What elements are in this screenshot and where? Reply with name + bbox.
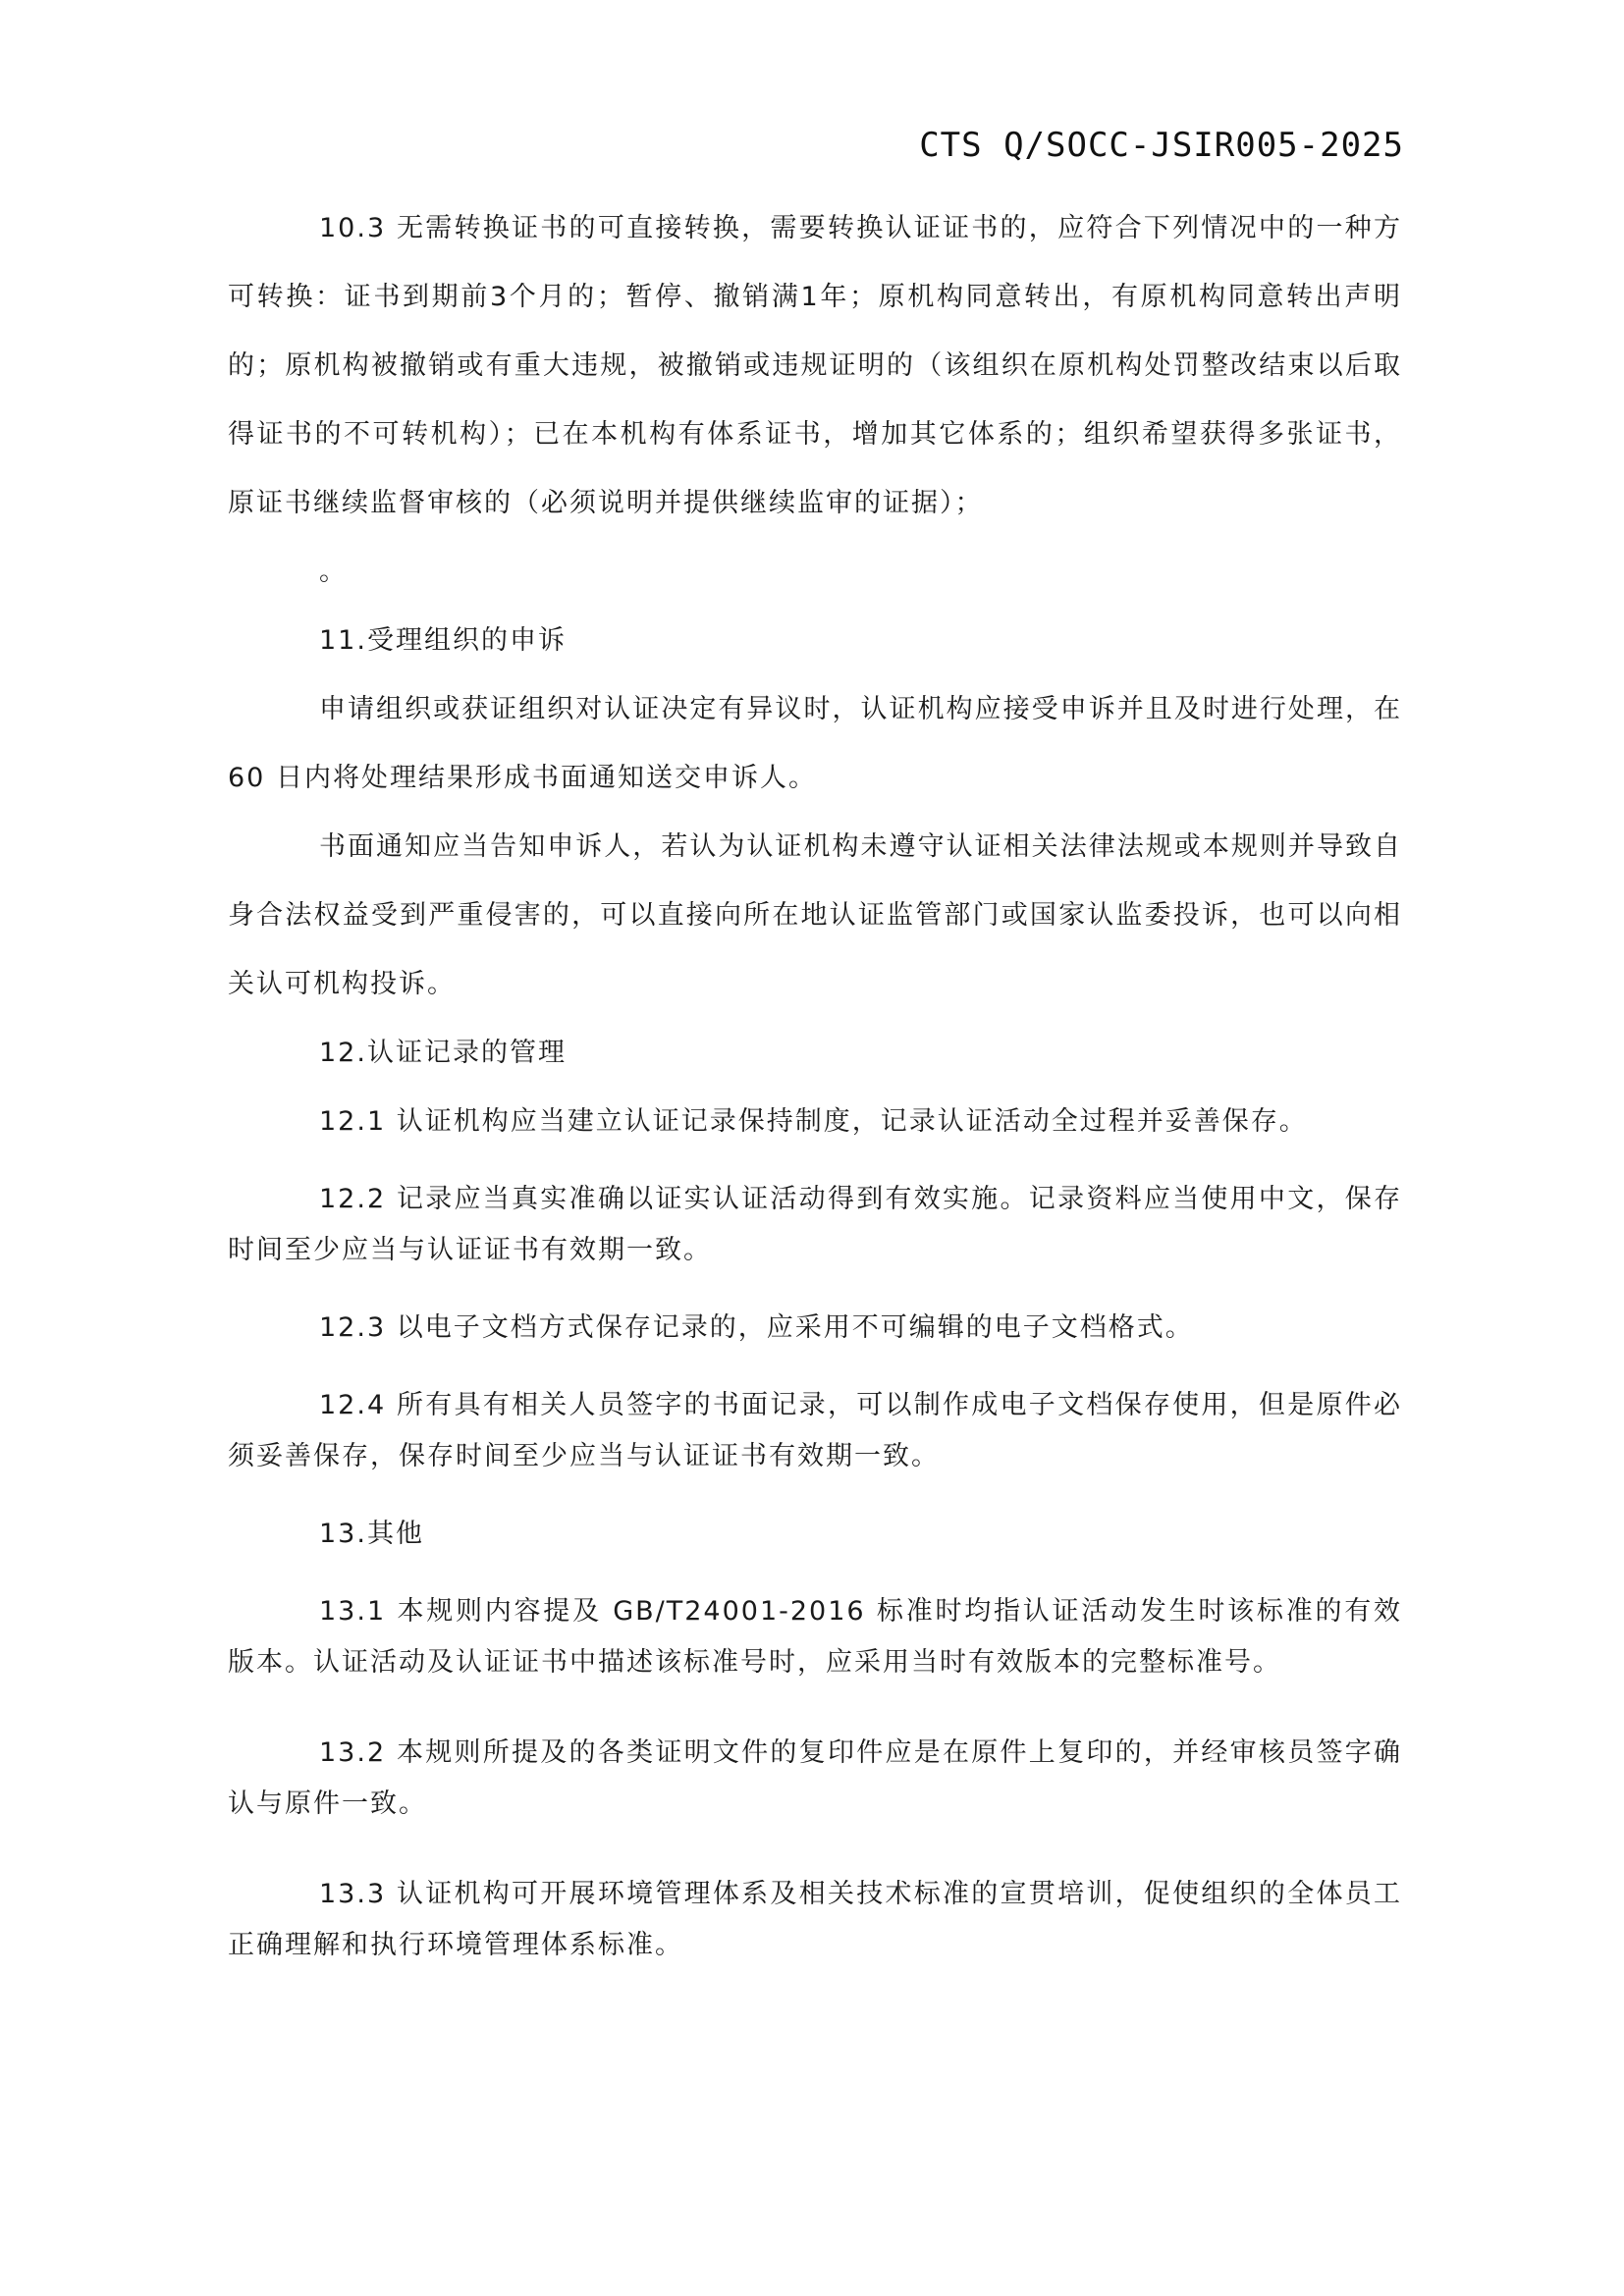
paragraph-12-4: 12.4 所有具有相关人员签字的书面记录，可以制作成电子文档保存使用，但是原件必须妥善保存，保存时间至少应当与认证证书有效期一致。 (228, 1390, 1402, 1471)
paragraph-11-b: 书面通知应当告知申诉人，若认为认证机构未遵守认证相关法律法规或本规则并导致自身合法权益受到严重侵害的，可以直接向所在地认证监管部门或国家认监委投诉，也可以向相关认可机构投诉。 (228, 831, 1402, 999)
paragraph-12-2: 12.2 记录应当真实准确以证实认证活动得到有效实施。记录资料应当使用中文，保存时间至少应当与认证证书有效期一致。 (228, 1184, 1402, 1265)
heading-11: 11.受理组织的申诉 (319, 625, 567, 656)
paragraph-dot: 。 (319, 557, 348, 587)
paragraph-11-a: 申请组织或获证组织对认证决定有异议时，认证机构应接受申诉并且及时进行处理，在60 日内将处理结果形成书面通知送交申诉人。 (228, 694, 1402, 793)
paragraph-13-2: 13.2 本规则所提及的各类证明文件的复印件应是在原件上复印的，并经审核员签字确认与原件一致。 (228, 1737, 1402, 1819)
paragraph-10-3: 10.3 无需转换证书的可直接转换，需要转换认证证书的，应符合下列情况中的一种方可转换：证书到期前3个月的；暂停、撤销满1年；原机构同意转出，有原机构同意转出声明的；原机构被撤销或有重大违规，被撤销或违规证明的（该组织在原机构处罚整改结束以后取得证书的不可转机构）；已在本机构有体系证书，增加其它体系的；组织希望获得多张证书，原证书继续监督审核的（必须说明并提供继续监审的证据）； (228, 213, 1402, 518)
document-code-header: CTS Q/SOCC-JSIR005-2025 (919, 126, 1404, 165)
paragraph-13-1: 13.1 本规则内容提及 GB/T24001-2016 标准时均指认证活动发生时该标准的有效版本。认证活动及认证证书中描述该标准号时，应采用当时有效版本的完整标准号。 (228, 1596, 1402, 1678)
paragraph-13-3: 13.3 认证机构可开展环境管理体系及相关技术标准的宣贯培训，促使组织的全体员工正确理解和执行环境管理体系标准。 (228, 1879, 1402, 1960)
heading-13: 13.其他 (319, 1519, 424, 1549)
heading-12: 12.认证记录的管理 (319, 1038, 567, 1068)
paragraph-12-3: 12.3 以电子文档方式保存记录的，应采用不可编辑的电子文档格式。 (319, 1312, 1194, 1343)
paragraph-12-1: 12.1 认证机构应当建立认证记录保持制度，记录认证活动全过程并妥善保存。 (319, 1106, 1308, 1137)
document-body (228, 194, 1402, 1971)
